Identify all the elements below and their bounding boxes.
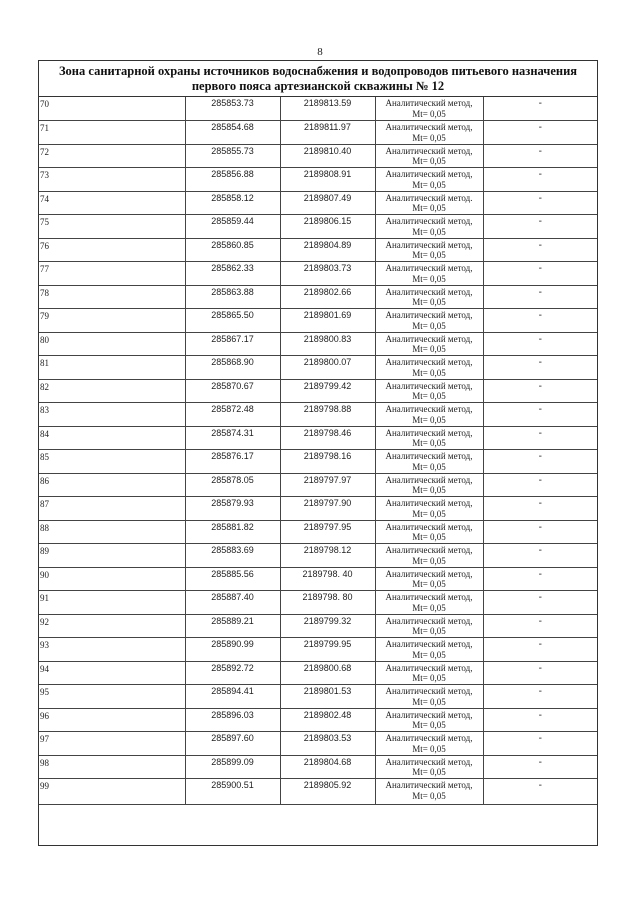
method-cell	[375, 191, 483, 215]
coordinates-table-frame	[38, 60, 598, 846]
method-cell	[375, 309, 483, 333]
table-row	[39, 755, 597, 779]
point-number-cell: 87	[39, 497, 185, 521]
x-coordinate-cell: 285900.51	[185, 779, 280, 805]
description-cell: -	[483, 520, 597, 544]
description-cell: -	[483, 614, 597, 638]
point-number-cell: 95	[39, 685, 185, 709]
method-name: Аналитический метод,	[385, 357, 473, 367]
method-cell	[375, 238, 483, 262]
method-cell	[375, 168, 483, 192]
method-cell	[375, 121, 483, 145]
x-coordinate-cell: 285879.93	[185, 497, 280, 521]
method-cell	[375, 779, 483, 805]
method-cell	[375, 144, 483, 168]
coordinates-table	[39, 97, 597, 805]
method-name: Аналитический метод,	[385, 263, 473, 273]
point-number-cell: 71	[39, 121, 185, 145]
method-accuracy: Mt= 0,05	[412, 156, 446, 166]
method-cell	[375, 403, 483, 427]
method-accuracy: Mt= 0,05	[412, 720, 446, 730]
method-accuracy: Mt= 0,05	[412, 250, 446, 260]
table-row	[39, 732, 597, 756]
table-row	[39, 285, 597, 309]
table-row	[39, 708, 597, 732]
x-coordinate-cell: 285894.41	[185, 685, 280, 709]
description-cell: -	[483, 285, 597, 309]
y-coordinate-cell: 2189803.53	[280, 732, 375, 756]
method-name: Аналитический метод,	[385, 474, 473, 485]
method-accuracy: Mt= 0,05	[412, 273, 446, 284]
method-name: Аналитический метод,	[385, 756, 473, 767]
y-coordinate-cell: 2189806.15	[280, 215, 375, 239]
point-number-cell: 77	[39, 262, 185, 286]
y-coordinate-cell: 2189797.97	[280, 473, 375, 497]
x-coordinate-cell: 285858.12	[185, 191, 280, 215]
x-coordinate-cell: 285867.17	[185, 332, 280, 356]
x-coordinate-cell: 285872.48	[185, 403, 280, 427]
method-accuracy: Mt= 0,05	[412, 320, 446, 331]
point-number-cell: 96	[39, 708, 185, 732]
x-coordinate-cell: 285892.72	[185, 661, 280, 685]
x-coordinate-cell: 285863.88	[185, 285, 280, 309]
method-name: Аналитический метод,	[385, 216, 473, 226]
method-name: Аналитический метод,	[385, 733, 473, 743]
method-accuracy: Mt= 0,05	[412, 391, 446, 401]
table-row	[39, 779, 597, 805]
x-coordinate-cell: 285865.50	[185, 309, 280, 333]
table-title-line-2: первого пояса артезианской скважины № 12	[191, 79, 445, 93]
point-number-cell: 86	[39, 473, 185, 497]
description-cell: -	[483, 191, 597, 215]
method-accuracy: Mt= 0,05	[412, 297, 446, 307]
point-number-cell: 93	[39, 638, 185, 662]
point-number-cell: 88	[39, 520, 185, 544]
method-cell	[375, 379, 483, 403]
y-coordinate-cell: 2189801.53	[280, 685, 375, 709]
table-row	[39, 426, 597, 450]
description-cell: -	[483, 168, 597, 192]
table-row	[39, 544, 597, 568]
method-accuracy: Mt= 0,05	[412, 414, 446, 425]
x-coordinate-cell: 285885.56	[185, 567, 280, 591]
description-cell: -	[483, 332, 597, 356]
table-row	[39, 520, 597, 544]
description-cell: -	[483, 121, 597, 145]
description-cell: -	[483, 356, 597, 380]
point-number-cell: 70	[39, 97, 185, 121]
x-coordinate-cell: 285860.85	[185, 238, 280, 262]
point-number-cell: 90	[39, 567, 185, 591]
table-row	[39, 661, 597, 685]
method-cell	[375, 426, 483, 450]
method-accuracy: Mt= 0,05	[412, 226, 446, 237]
y-coordinate-cell: 2189813.59	[280, 97, 375, 121]
method-cell	[375, 614, 483, 638]
method-cell	[375, 285, 483, 309]
table-row	[39, 238, 597, 262]
y-coordinate-cell: 2189799.95	[280, 638, 375, 662]
table-row	[39, 497, 597, 521]
method-cell	[375, 685, 483, 709]
point-number-cell: 75	[39, 215, 185, 239]
method-accuracy: Mt= 0,05	[412, 673, 446, 683]
method-cell	[375, 262, 483, 286]
y-coordinate-cell: 2189804.89	[280, 238, 375, 262]
point-number-cell: 78	[39, 285, 185, 309]
description-cell: -	[483, 450, 597, 474]
method-cell	[375, 732, 483, 756]
x-coordinate-cell: 285889.21	[185, 614, 280, 638]
description-cell: -	[483, 473, 597, 497]
y-coordinate-cell: 2189798.46	[280, 426, 375, 450]
description-cell: -	[483, 403, 597, 427]
method-accuracy: Mt= 0,05	[412, 767, 446, 777]
point-number-cell: 91	[39, 591, 185, 615]
method-accuracy: Mt= 0,05	[412, 485, 446, 495]
method-accuracy: Mt= 0,05	[412, 461, 446, 472]
description-cell: -	[483, 567, 597, 591]
table-row	[39, 638, 597, 662]
y-coordinate-cell: 2189800.83	[280, 332, 375, 356]
table-row	[39, 309, 597, 333]
point-number-cell: 72	[39, 144, 185, 168]
y-coordinate-cell: 2189801.69	[280, 309, 375, 333]
method-cell	[375, 567, 483, 591]
x-coordinate-cell: 285853.73	[185, 97, 280, 121]
y-coordinate-cell: 2189808.91	[280, 168, 375, 192]
method-accuracy: Mt= 0,05	[412, 438, 446, 448]
method-name: Аналитический метод,	[385, 98, 473, 108]
method-name: Аналитический метод,	[385, 333, 473, 344]
description-cell: -	[483, 544, 597, 568]
method-name: Аналитический метод.	[385, 192, 473, 203]
method-accuracy: Mt= 0,05	[412, 696, 446, 707]
method-cell	[375, 215, 483, 239]
method-name: Аналитический метод,	[385, 686, 473, 696]
y-coordinate-cell: 2189800.07	[280, 356, 375, 380]
table-title-line-1: Зона санитарной охраны источников водоснабжения и водопроводов питьевого назначения	[58, 64, 578, 78]
method-accuracy: Mt= 0,05	[412, 555, 446, 566]
point-number-cell: 76	[39, 238, 185, 262]
y-coordinate-cell: 2189798.12	[280, 544, 375, 568]
table-row	[39, 473, 597, 497]
y-coordinate-cell: 2189798.16	[280, 450, 375, 474]
method-accuracy: Mt= 0,05	[412, 344, 446, 354]
method-name: Аналитический метод,	[385, 568, 473, 579]
table-row	[39, 403, 597, 427]
point-number-cell: 98	[39, 755, 185, 779]
description-cell: -	[483, 238, 597, 262]
description-cell: -	[483, 638, 597, 662]
table-row	[39, 450, 597, 474]
x-coordinate-cell: 285896.03	[185, 708, 280, 732]
x-coordinate-cell: 285862.33	[185, 262, 280, 286]
description-cell: -	[483, 779, 597, 805]
table-row	[39, 262, 597, 286]
x-coordinate-cell: 285868.90	[185, 356, 280, 380]
point-number-cell: 79	[39, 309, 185, 333]
method-accuracy: Mt= 0,05	[412, 743, 446, 754]
table-row	[39, 356, 597, 380]
description-cell: -	[483, 426, 597, 450]
method-name: Аналитический метод,	[385, 427, 473, 438]
description-cell: -	[483, 262, 597, 286]
method-cell	[375, 332, 483, 356]
description-cell: -	[483, 497, 597, 521]
method-name: Аналитический метод,	[385, 404, 473, 414]
table-row	[39, 591, 597, 615]
y-coordinate-cell: 2189798.88	[280, 403, 375, 427]
y-coordinate-cell: 2189798. 80	[280, 591, 375, 615]
method-name: Аналитический метод,	[385, 498, 473, 508]
description-cell: -	[483, 755, 597, 779]
x-coordinate-cell: 285876.17	[185, 450, 280, 474]
method-accuracy: Mt= 0,05	[412, 579, 446, 589]
method-cell	[375, 638, 483, 662]
x-coordinate-cell: 285890.99	[185, 638, 280, 662]
method-accuracy: Mt= 0,05	[412, 602, 446, 613]
method-accuracy: Mt= 0,05	[412, 790, 446, 801]
method-name: Аналитический метод,	[385, 615, 473, 626]
point-number-cell: 83	[39, 403, 185, 427]
method-accuracy: Mt= 0,05	[412, 626, 446, 636]
method-cell	[375, 497, 483, 521]
description-cell: -	[483, 708, 597, 732]
method-name: Аналитический метод,	[385, 145, 473, 156]
point-number-cell: 74	[39, 191, 185, 215]
description-cell: -	[483, 309, 597, 333]
method-name: Аналитический метод,	[385, 521, 473, 532]
method-accuracy: Mt= 0,05	[412, 203, 446, 213]
description-cell: -	[483, 215, 597, 239]
table-row	[39, 97, 597, 121]
method-cell	[375, 473, 483, 497]
point-number-cell: 99	[39, 779, 185, 805]
description-cell: -	[483, 144, 597, 168]
method-cell	[375, 544, 483, 568]
method-name: Аналитический метод,	[385, 169, 473, 179]
y-coordinate-cell: 2189797.95	[280, 520, 375, 544]
coordinates-table-body	[39, 97, 597, 805]
x-coordinate-cell: 285874.31	[185, 426, 280, 450]
method-name: Аналитический метод,	[385, 310, 473, 320]
method-accuracy: Mt= 0,05	[412, 508, 446, 519]
method-name: Аналитический метод,	[385, 780, 473, 790]
point-number-cell: 80	[39, 332, 185, 356]
method-name: Аналитический метод,	[385, 451, 473, 461]
x-coordinate-cell: 285883.69	[185, 544, 280, 568]
table-row	[39, 215, 597, 239]
x-coordinate-cell: 285854.68	[185, 121, 280, 145]
table-row	[39, 332, 597, 356]
method-name: Аналитический метод,	[385, 592, 473, 602]
point-number-cell: 85	[39, 450, 185, 474]
x-coordinate-cell: 285870.67	[185, 379, 280, 403]
y-coordinate-cell: 2189797.90	[280, 497, 375, 521]
method-name: Аналитический метод,	[385, 380, 473, 391]
method-accuracy: Mt= 0,05	[412, 532, 446, 542]
method-cell	[375, 708, 483, 732]
method-cell	[375, 755, 483, 779]
point-number-cell: 82	[39, 379, 185, 403]
description-cell: -	[483, 97, 597, 121]
method-cell	[375, 97, 483, 121]
method-accuracy: Mt= 0,05	[412, 367, 446, 378]
table-row	[39, 191, 597, 215]
y-coordinate-cell: 2189800.68	[280, 661, 375, 685]
x-coordinate-cell: 285856.88	[185, 168, 280, 192]
method-accuracy: Mt= 0,05	[412, 108, 446, 119]
point-number-cell: 92	[39, 614, 185, 638]
point-number-cell: 73	[39, 168, 185, 192]
x-coordinate-cell: 285855.73	[185, 144, 280, 168]
method-name: Аналитический метод,	[385, 662, 473, 673]
description-cell: -	[483, 591, 597, 615]
method-cell	[375, 356, 483, 380]
description-cell: -	[483, 685, 597, 709]
table-row	[39, 144, 597, 168]
y-coordinate-cell: 2189798. 40	[280, 567, 375, 591]
y-coordinate-cell: 2189799.32	[280, 614, 375, 638]
y-coordinate-cell: 2189805.92	[280, 779, 375, 805]
table-row	[39, 121, 597, 145]
method-cell	[375, 661, 483, 685]
table-row	[39, 567, 597, 591]
description-cell: -	[483, 661, 597, 685]
method-name: Аналитический метод,	[385, 122, 473, 132]
method-accuracy: Mt= 0,05	[412, 179, 446, 190]
x-coordinate-cell: 285899.09	[185, 755, 280, 779]
x-coordinate-cell: 285881.82	[185, 520, 280, 544]
method-cell	[375, 450, 483, 474]
y-coordinate-cell: 2189807.49	[280, 191, 375, 215]
method-accuracy: Mt= 0,05	[412, 132, 446, 143]
y-coordinate-cell: 2189799.42	[280, 379, 375, 403]
method-cell	[375, 591, 483, 615]
point-number-cell: 84	[39, 426, 185, 450]
point-number-cell: 89	[39, 544, 185, 568]
method-name: Аналитический метод,	[385, 709, 473, 720]
description-cell: -	[483, 379, 597, 403]
point-number-cell: 94	[39, 661, 185, 685]
table-row	[39, 685, 597, 709]
y-coordinate-cell: 2189803.73	[280, 262, 375, 286]
x-coordinate-cell: 285859.44	[185, 215, 280, 239]
table-title	[39, 61, 597, 97]
table-row	[39, 614, 597, 638]
y-coordinate-cell: 2189802.66	[280, 285, 375, 309]
description-cell: -	[483, 732, 597, 756]
method-accuracy: Mt= 0,05	[412, 649, 446, 660]
page-number: 8	[317, 46, 323, 58]
method-name: Аналитический метод,	[385, 239, 473, 250]
y-coordinate-cell: 2189811.97	[280, 121, 375, 145]
method-name: Аналитический метод,	[385, 545, 473, 555]
y-coordinate-cell: 2189804.68	[280, 755, 375, 779]
table-row	[39, 379, 597, 403]
point-number-cell: 97	[39, 732, 185, 756]
method-cell	[375, 520, 483, 544]
x-coordinate-cell: 285878.05	[185, 473, 280, 497]
method-name: Аналитический метод,	[385, 639, 473, 649]
x-coordinate-cell: 285887.40	[185, 591, 280, 615]
table-row	[39, 168, 597, 192]
method-name: Аналитический метод,	[385, 286, 473, 297]
x-coordinate-cell: 285897.60	[185, 732, 280, 756]
y-coordinate-cell: 2189802.48	[280, 708, 375, 732]
point-number-cell: 81	[39, 356, 185, 380]
y-coordinate-cell: 2189810.40	[280, 144, 375, 168]
